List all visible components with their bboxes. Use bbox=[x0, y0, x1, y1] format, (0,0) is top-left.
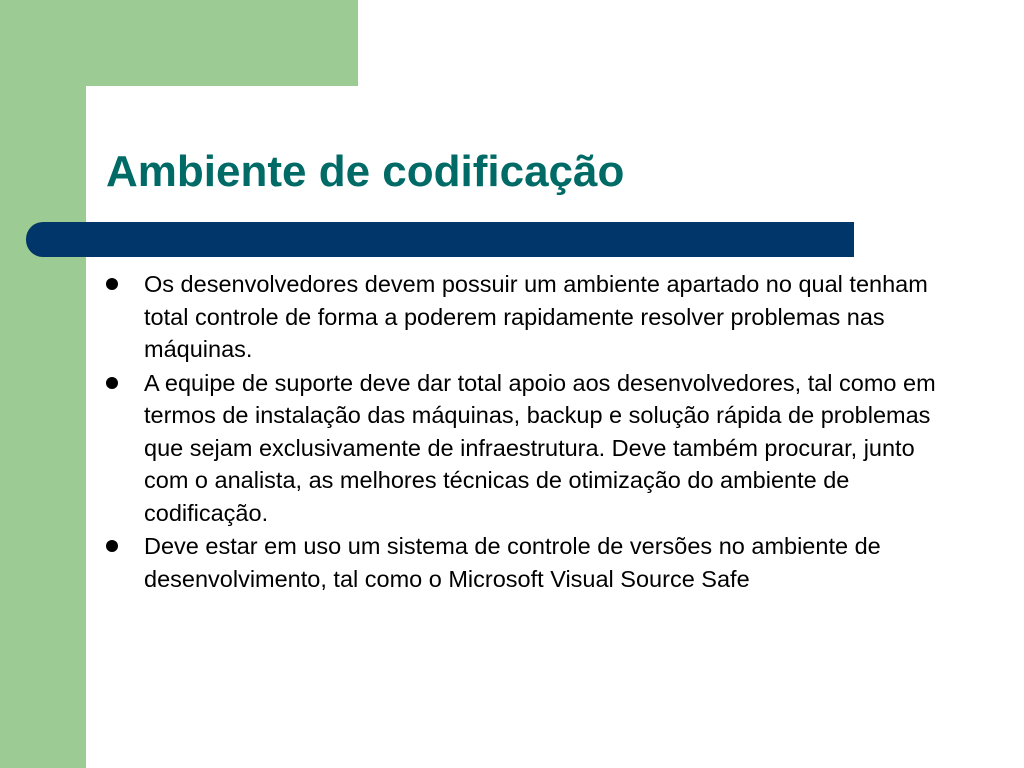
title-underline-bar bbox=[26, 222, 854, 257]
bullet-text: Deve estar em uso um sistema de controle de versões no ambiente de desenvolvimento, tal como o Microsoft Visual Source Safe bbox=[144, 533, 881, 592]
bullet-item bbox=[106, 268, 956, 366]
slide-title: Ambiente de codificação bbox=[106, 147, 625, 196]
bullet-dot-icon bbox=[106, 540, 118, 552]
bullet-text: Os desenvolvedores devem possuir um ambiente apartado no qual tenham total controle de forma a poderem rapidamente resolver problemas nas máquinas. bbox=[144, 271, 928, 362]
bullet-dot-icon bbox=[106, 278, 118, 290]
bullet-text: A equipe de suporte deve dar total apoio aos desenvolvedores, tal como em termos de instalação das máquinas, backup e solução rápida de problemas que sejam exclusivamente de infraestrutura. Deve também procurar, junto com o analista, as melhores técnicas de otimização do ambiente de codificação. bbox=[144, 369, 936, 526]
bullet-item bbox=[106, 367, 956, 530]
bullet-item bbox=[106, 530, 956, 595]
bullet-list bbox=[106, 268, 956, 596]
decorative-green-left-band bbox=[0, 0, 86, 768]
bullet-dot-icon bbox=[106, 377, 118, 389]
